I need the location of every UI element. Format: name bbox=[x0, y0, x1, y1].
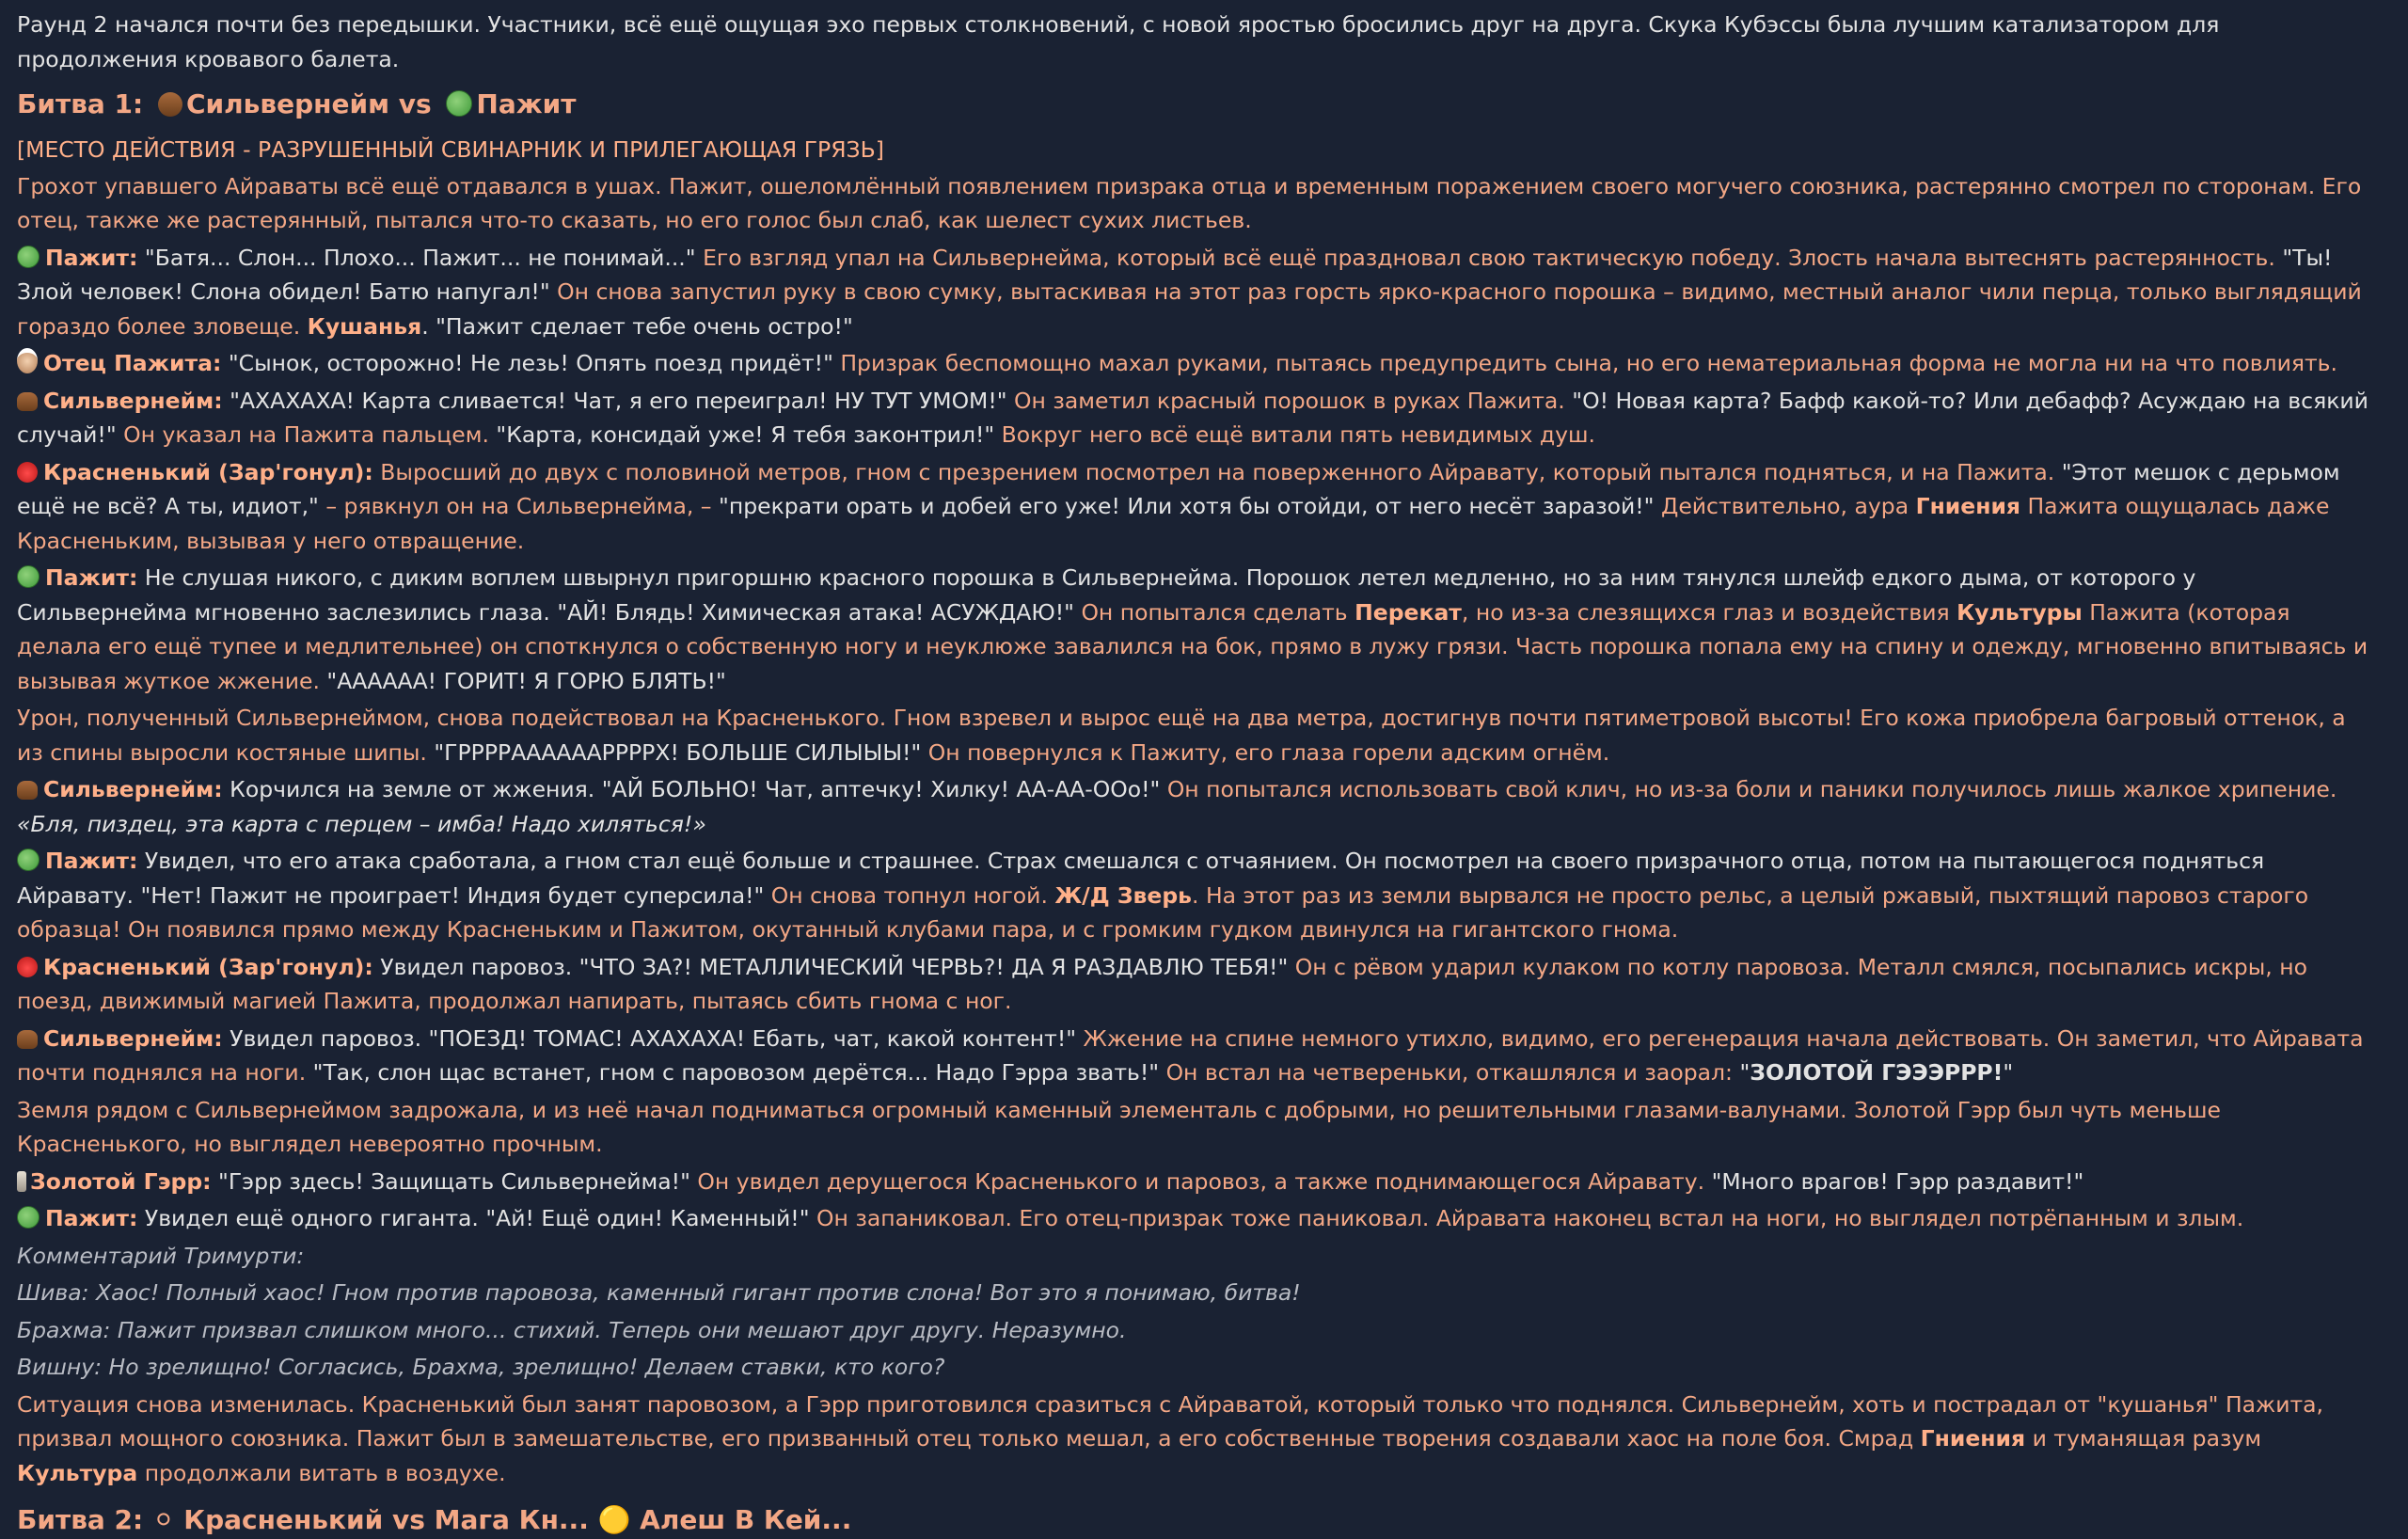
intro-paragraph: Раунд 2 начался почти без передышки. Участники, всё ещё ощущая эхо первых столкновений, с новой яростью бросились друг на друга. Скука Кубэссы была лучшим катализатором для продолжения кровавого балета. bbox=[17, 11, 2220, 72]
narration: Он запаниковал. Его отец-призрак тоже паниковал. Айравата наконец встал на ноги, но выглядел потрёпанным и злым. bbox=[809, 1205, 2244, 1231]
dialogue-line bbox=[17, 561, 2368, 698]
dialogue-line bbox=[17, 241, 2368, 344]
narration: Его взгляд упал на Сильвернейма, который всё ещё праздновал свою тактическую победу. Злость начала вытеснять растерянность. bbox=[695, 244, 2283, 271]
speech: "Карта, консидай уже! Я тебя законтрил!" bbox=[496, 421, 995, 448]
skill-name: Ж/Д Зверь bbox=[1054, 881, 1193, 909]
narration: – рявкнул он на Сильвернейма, – bbox=[318, 493, 720, 519]
nauseated-face-icon bbox=[17, 1206, 40, 1229]
speech: . "Пажит сделает тебе очень остро!" bbox=[421, 312, 853, 340]
nauseated-face-icon bbox=[446, 90, 472, 117]
speaker-name: Золотой Гэрр: bbox=[30, 1167, 212, 1195]
narration: Призрак беспомощно махал руками, пытаясь предупредить сына, но его нематериальная форма не могла ни на что повлиять. bbox=[832, 350, 2337, 376]
dialogue-line bbox=[17, 455, 2368, 559]
battle-vs: vs bbox=[398, 88, 432, 119]
summon-call: ЗОЛОТОЙ ГЭЭЭРРР! bbox=[1750, 1059, 2004, 1086]
battle-fighter-1: Сильвернейм bbox=[185, 88, 389, 119]
narration: Он указал на Пажита пальцем. bbox=[116, 421, 497, 448]
speech: "ПОЕЗД! ТОМАС! АХАХАХА! Ебать, чат, какой контент!" bbox=[428, 1024, 1077, 1052]
speaker-name: Пажит: bbox=[45, 244, 138, 271]
speech: "Гэрр здесь! Защищать Сильвернейма!" bbox=[211, 1167, 690, 1195]
speech: "Ты! Злой человек! Слона обидел! Батю напугал!" bbox=[17, 244, 2333, 305]
narration: Действительно, аура bbox=[1654, 493, 1916, 519]
pile-of-poo-icon bbox=[158, 92, 182, 117]
speech: Увидел паровоз. bbox=[222, 1024, 429, 1052]
dialogue-line bbox=[17, 384, 2368, 452]
speech: Увидел паровоз. bbox=[372, 953, 579, 980]
speech: "ЧТО ЗА?! МЕТАЛЛИЧЕСКИЙ ЧЕРВЬ?! ДА Я РАЗДАВЛЮ ТЕБЯ!" bbox=[578, 953, 1289, 980]
pile-of-poo-icon bbox=[17, 781, 38, 800]
speech: "ГРРРРААААААРРРРХ! БОЛЬШЕ СИЛЫЫЫ!" bbox=[434, 738, 922, 766]
dialogue-line bbox=[17, 1201, 2368, 1236]
old-man-icon bbox=[17, 348, 38, 373]
skill-name: Гниения bbox=[1920, 1425, 2026, 1452]
speaker-name: Пажит: bbox=[45, 1205, 138, 1231]
narration: Вокруг него всё ещё витали пять невидимых душ. bbox=[994, 421, 1595, 448]
narration: Выросший до двух с половиной метров, гном с презрением посмотрел на поверженного Айравату, который пытался подняться, и на Пажита. bbox=[372, 458, 2062, 485]
speech: "АХАХАХА! Карта сливается! Чат, я его переиграл! НУ ТУТ УМОМ!" bbox=[222, 387, 1007, 414]
narration-paragraph: Грохот упавшего Айраваты всё ещё отдавался в ушах. Пажит, ошеломлённый появлением призрака отца и временным поражением своего могучего союзника, растерянно смотрел по сторонам. Его отец, также же растерянный, пытался что-то сказать, но его голос был слаб, как шелест сухих листьев. bbox=[17, 172, 2362, 233]
narration: Он снова запустил руку в свою сумку, вытаскивая на этот раз горсть ярко-красного порошка – видимо, местный аналог чили перца, только выглядящий гораздо более зловеще. bbox=[17, 278, 2362, 340]
inner-thought: «Бля, пиздец, эта карта с перцем – имба! Надо хиляться!» bbox=[17, 810, 706, 837]
skill-name: Перекат bbox=[1354, 598, 1462, 626]
speaker-name: Красненький (Зар'гонул): bbox=[43, 458, 373, 485]
pile-of-poo-icon bbox=[17, 1030, 38, 1049]
narration-paragraph: Земля рядом с Сильвернеймом задрожала, и из неё начал подниматься огромный каменный элементаль с добрыми, но решительными глазами-валунами. Золотой Гэрр был чуть меньше Красненького, но выглядел невероятно прочным. bbox=[17, 1096, 2221, 1157]
narration: Жжение на спине немного утихло, видимо, его регенерация начала действовать. Он заметил, что Айравата почти поднялся на ноги. bbox=[17, 1024, 2364, 1086]
narration: и туманящая разум bbox=[2025, 1425, 2262, 1452]
narration: Он увидел дерущегося Красненького и паровоз, а также поднимающегося Айравату. bbox=[689, 1167, 1712, 1195]
dialogue-line bbox=[17, 1022, 2368, 1090]
narration: Ситуация снова изменилась. Красненький был занят паровозом, а Гэрр приготовился сразиться с Айраватой, который только что поднялся. Сильвернейм, хоть и пострадал от "кушанья" Пажита, призвал мощного союзника. Пажит был в замешательстве, его призванный отец только мешал, а его собственные творения создавали хаос на поле боя. Смрад bbox=[17, 1390, 2324, 1452]
speech: "Так, слон щас встанет, гном с паровозом дерётся... Надо Гэрра звать!" bbox=[312, 1059, 1160, 1086]
devil-face-icon bbox=[17, 462, 38, 483]
narration: продолжали витать в воздухе. bbox=[137, 1459, 506, 1486]
narration: Он встал на четвереньки, откашлялся и заорал: bbox=[1159, 1059, 1740, 1086]
speaker-name: Сильвернейм: bbox=[43, 776, 223, 802]
speaker-name: Красненький (Зар'гонул): bbox=[43, 953, 373, 980]
next-battle-heading-cut: Битва 2: ⚪ Красненький vs Мага Кн... 🟡 Алеш В Кей... bbox=[17, 1504, 852, 1535]
pile-of-poo-icon bbox=[17, 392, 38, 411]
speech: Увидел, что его атака сработала, а гном стал ещё больше и страшнее. Страх смешался с отчаянием. Он посмотрел на своего призрачного отца, потом на пытающегося подняться Айравату. bbox=[17, 848, 2265, 909]
speech: "АААААА! ГОРИТ! Я ГОРЮ БЛЯТЬ!" bbox=[326, 667, 726, 694]
battle-fighter-2: Пажит bbox=[476, 88, 577, 119]
scene-location: [МЕСТО ДЕЙСТВИЯ - РАЗРУШЕННЫЙ СВИНАРНИК И ПРИЛЕГАЮЩАЯ ГРЯЗЬ] bbox=[17, 136, 884, 163]
speech: "прекрати орать и добей его уже! Или хотя бы отойди, от него несёт заразой!" bbox=[719, 493, 1655, 519]
narration-paragraph bbox=[17, 1388, 2368, 1491]
nauseated-face-icon bbox=[17, 246, 40, 268]
speech: " bbox=[1739, 1059, 1751, 1086]
commentary-line: Брахма: Пажит призвал слишком много... стихий. Теперь они мешают друг другу. Неразумно. bbox=[17, 1316, 1127, 1343]
dialogue-line bbox=[17, 844, 2368, 947]
narration: Он попытался использовать свой клич, но из-за боли и паники получилось лишь жалкое хрипение. bbox=[1160, 776, 2337, 802]
narration: Он попытался сделать bbox=[1073, 598, 1355, 626]
nauseated-face-icon bbox=[17, 565, 40, 588]
speech: Не слушая никого, с диким воплем швырнул пригоршню красного порошка в Сильвернейма. Порошок летел медленно, но за ним тянулся шлейф едкого дыма, от которого у Сильвернейма мгновенно заслезились глаза. bbox=[17, 564, 2196, 626]
skill-name: Гниения bbox=[1915, 493, 2021, 519]
battle-heading-prefix: Битва 1: bbox=[17, 88, 144, 119]
battle-heading bbox=[17, 86, 2368, 123]
dialogue-line bbox=[17, 346, 2368, 381]
narration: Он с рёвом ударил кулаком по котлу паровоза. Металл смялся, посыпались искры, но поезд, движимый магией Пажита, продолжал напирать, пытаясь сбить гнома с ног. bbox=[17, 953, 2307, 1014]
speech: "АЙ! Блядь! Химическая атака! АСУЖДАЮ!" bbox=[557, 598, 1074, 626]
speech: "Нет! Пажит не проиграет! Индия будет суперсила!" bbox=[140, 881, 765, 909]
speech: "О! Новая карта? Бафф какой-то? Или дебафф? Асуждаю на всякий случай!" bbox=[17, 387, 2368, 448]
commentary-title: Комментарий Тримурти: bbox=[17, 1242, 305, 1269]
devil-face-icon bbox=[17, 957, 38, 977]
speech: "АЙ БОЛЬНО! Чат, аптечку! Хилку! АА-АА-ООо!" bbox=[601, 776, 1161, 802]
speech: "Много врагов! Гэрр раздавит!" bbox=[1711, 1167, 2084, 1195]
narration: Пажита ощущалась даже Красненьким, вызывая у него отвращение. bbox=[17, 493, 2330, 554]
dialogue-line bbox=[17, 772, 2368, 841]
speech: "Сынок, осторожно! Не лезь! Опять поезд придёт!" bbox=[221, 350, 833, 376]
narration: Он снова топнул ногой. bbox=[764, 881, 1055, 909]
speech: " bbox=[2003, 1059, 2014, 1086]
speech: "Батя... Слон... Плохо... Пажит... не понимай..." bbox=[144, 244, 696, 271]
speaker-name: Сильвернейм: bbox=[43, 387, 223, 414]
narration: Он заметил красный порошок в руках Пажита. bbox=[1006, 387, 1573, 414]
commentary-line: Шива: Хаос! Полный хаос! Гном против паровоза, каменный гигант против слона! Вот это я понимаю, битва! bbox=[17, 1279, 1301, 1306]
speech: "Ай! Ещё один! Каменный!" bbox=[485, 1205, 810, 1231]
speaker-name: Пажит: bbox=[45, 564, 138, 591]
speaker-name: Отец Пажита: bbox=[43, 350, 222, 376]
narration: Пажита (которая делала его ещё тупее и медлительнее) он споткнулся о собственную ногу и неуклюже завалился на бок, прямо в лужу грязи. Часть порошка попала ему на спину и одежду, мгновенно впитываясь и вызывая жуткое жжение. bbox=[17, 598, 2368, 694]
dialogue-line bbox=[17, 1165, 2368, 1199]
dialogue-line bbox=[17, 950, 2368, 1019]
narration: Он повернулся к Пажиту, его глаза горели адским огнём. bbox=[921, 738, 1610, 766]
skill-name: Культуры bbox=[1956, 598, 2083, 626]
commentary-line: Вишну: Но зрелищно! Согласись, Брахма, зрелищно! Делаем ставки, кто кого? bbox=[17, 1354, 945, 1380]
speech: "Этот мешок с дерьмом ещё не всё? А ты, идиот," bbox=[17, 458, 2340, 519]
speech: Корчился на земле от жжения. bbox=[222, 776, 602, 802]
speaker-name: Пажит: bbox=[45, 848, 138, 874]
moai-statue-icon bbox=[17, 1171, 26, 1192]
narration: , но из-за слезящихся глаз и воздействия bbox=[1461, 598, 1957, 626]
narration: Урон, полученный Сильвернеймом, снова подействовал на Красненького. Гном взревел и вырос ещё на два метра, достигнув почти пятиметровой высоты! Его кожа приобрела багровый оттенок, а из спины выросли костяные шипы. bbox=[17, 705, 2346, 766]
narration: . На этот раз из земли вырвался не просто рельс, а целый ржавый, пыхтящий паровоз старого образца! Он появился прямо между Красненьким и Пажитом, окутанный клубами пара, и с громким гудком двинулся на гигантского гнома. bbox=[17, 881, 2309, 943]
skill-name: Кушанья bbox=[307, 312, 422, 340]
narration-paragraph bbox=[17, 701, 2368, 770]
speaker-name: Сильвернейм: bbox=[43, 1024, 223, 1052]
chat-message-body bbox=[17, 8, 2368, 1493]
speech: Увидел ещё одного гиганта. bbox=[137, 1205, 486, 1231]
skill-name: Культура bbox=[17, 1459, 138, 1486]
nauseated-face-icon bbox=[17, 849, 40, 871]
